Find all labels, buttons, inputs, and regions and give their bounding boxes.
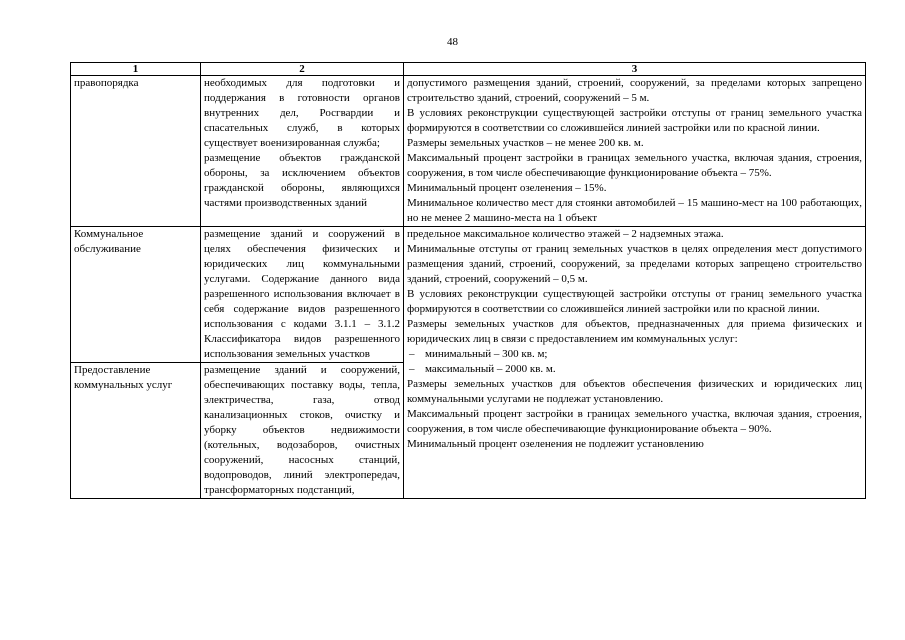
list-item-text: максимальный – 2000 кв. м. bbox=[425, 363, 556, 375]
parameter-paragraph: Размеры земельных участков для объектов, предназначенных для приема физических и юридических лиц в связи с предоставлением им коммунальных услуг: bbox=[407, 318, 862, 345]
parameter-paragraph: допустимого размещения зданий, строений, сооружений, за пределами которых запрещено строительство зданий, строений, сооружений – 5 м. bbox=[407, 77, 862, 104]
column-header: 1 bbox=[71, 63, 201, 76]
use-type-cell bbox=[71, 227, 201, 363]
parameter-paragraph: Максимальный процент застройки в границах земельного участка, включая здания, строения, сооружения, в том числе обеспечивающие функционирование объекта – 75%. bbox=[407, 152, 862, 179]
table-row bbox=[71, 227, 866, 363]
use-type-name: Коммунальное обслуживание bbox=[74, 228, 144, 255]
parameter-paragraph: Минимальный процент озеленения – 15%. bbox=[407, 182, 607, 194]
parameter-paragraph: В условиях реконструкции существующей застройки отступы от границ земельного участка формируются в соответствии со сложившейся линией застройки или по красной линии. bbox=[407, 288, 862, 315]
table-row bbox=[71, 76, 866, 227]
list-item-text: минимальный – 300 кв. м; bbox=[425, 348, 548, 360]
use-type-name: правопорядка bbox=[74, 77, 139, 89]
use-description-cell bbox=[201, 76, 404, 227]
list-item bbox=[407, 362, 862, 377]
parameters-cell bbox=[404, 76, 866, 227]
dash-bullet: – bbox=[409, 348, 415, 360]
page-number: 48 bbox=[447, 36, 458, 48]
parameter-paragraph: Минимальный процент озеленения не подлежит установлению bbox=[407, 438, 704, 450]
parameter-paragraph: В условиях реконструкции существующей застройки отступы от границ земельного участка формируются в соответствии со сложившейся линией застройки или по красной линии. bbox=[407, 107, 862, 134]
regulations-table bbox=[70, 62, 866, 499]
parameter-paragraph: Минимальное количество мест для стоянки автомобилей – 15 машино-мест на 100 работающих, но не менее 2 машино-места на 1 объект bbox=[407, 197, 862, 224]
use-description-cell bbox=[201, 363, 404, 499]
parameters-cell bbox=[404, 227, 866, 499]
parameter-paragraph: Минимальные отступы от границ земельных участков в целях определения мест допустимого размещения зданий, строений, сооружений, за пределами которых запрещено строительство зданий, строений, сооружений – 0,5 м. bbox=[407, 243, 862, 285]
use-type-cell bbox=[71, 76, 201, 227]
column-header: 2 bbox=[201, 63, 404, 76]
use-type-name: Предоставление коммунальных услуг bbox=[74, 364, 173, 391]
parameter-paragraph: Максимальный процент застройки в границах земельного участка, включая здания, строения, сооружения, в том числе обеспечивающие функционирование объекта – 90%. bbox=[407, 408, 862, 435]
use-description-cell bbox=[201, 227, 404, 363]
description-paragraph: размещение зданий и сооружений, обеспечивающих поставку воды, тепла, электричества, газа, отвод канализационных стоков, очистку и уборку объектов недвижимости (котельных, водозаборов, очистных сооружений, насосных станций, водопроводов, линий электропередач, трансформаторных подстанций, bbox=[204, 364, 400, 496]
column-header: 3 bbox=[404, 63, 866, 76]
use-type-cell bbox=[71, 363, 201, 499]
parameter-paragraph: Размеры земельных участков для объектов обеспечения физических и юридических лиц коммунальными услугами не подлежат установлению. bbox=[407, 378, 862, 405]
table-header-row bbox=[71, 63, 866, 76]
description-paragraph: размещение объектов гражданской обороны, за исключением объектов гражданской обороны, являющихся частями производственных зданий bbox=[204, 152, 400, 209]
description-paragraph: необходимых для подготовки и поддержания в готовности органов внутренних дел, Росгвардии и спасательных служб, в которых существует военизированная служба; bbox=[204, 77, 400, 149]
parameter-paragraph: предельное максимальное количество этажей – 2 надземных этажа. bbox=[407, 228, 724, 240]
dash-bullet: – bbox=[409, 363, 415, 375]
description-paragraph: размещение зданий и сооружений в целях обеспечения физических и юридических лиц коммунальными услугами. Содержание данного вида разрешенного использования включает в себя содержание видов разрешенного использования с кодами 3.1.1 – 3.1.2 Классификатора видов разрешенного использования земельных участков bbox=[204, 228, 400, 360]
parameter-paragraph: Размеры земельных участков – не менее 200 кв. м. bbox=[407, 137, 644, 149]
list-item bbox=[407, 347, 862, 362]
